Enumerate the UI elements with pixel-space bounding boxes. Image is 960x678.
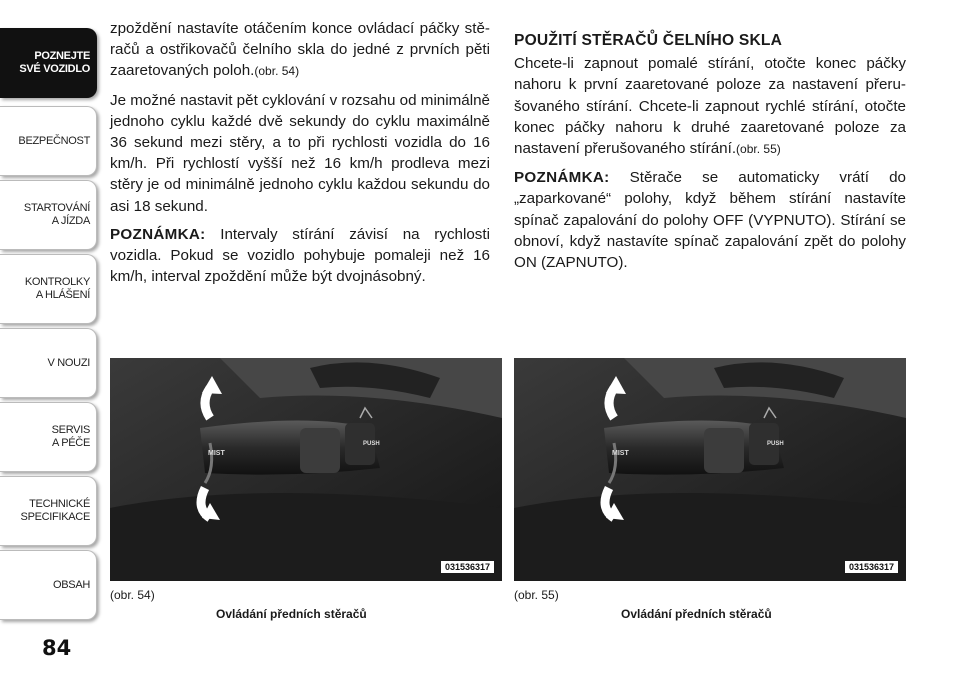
wiper-stalk-illustration: [110, 358, 502, 581]
figure-number: (obr. 55): [514, 588, 559, 602]
chapter-sidebar: [0, 0, 97, 678]
tab-technicke-specifikace[interactable]: TECHNICKÉ SPECIFIKACE: [0, 476, 97, 546]
push-label: PUSH: [363, 441, 380, 447]
wiper-stalk-illustration: [514, 358, 906, 581]
left-text-column: [110, 18, 490, 294]
figure-code: 031536317: [845, 561, 898, 573]
tab-obsah[interactable]: OBSAH: [0, 550, 97, 620]
note-paragraph: POZNÁMKA: Stěrače se automaticky vrátí do „zaparkované“ polohy, když během stírání nastavíte spínač zapalování do polohy OFF (VYPNUTO). Stírání se obnoví, když nastavíte spínač zapalování zpět do polohy ON (ZAPNUTO).: [514, 169, 906, 272]
figure-reference: (obr. 55): [736, 142, 781, 157]
push-label: PUSH: [767, 441, 784, 447]
mist-label: MIST: [612, 450, 629, 457]
tab-kontrolky-a-hlaseni[interactable]: KONTROLKY A HLÁŠENÍ: [0, 254, 97, 324]
figure-reference: (obr. 54): [254, 64, 300, 79]
wiper-control-photo: [110, 358, 502, 581]
figure-caption: Ovládání předních stěračů: [621, 607, 772, 621]
wiper-control-photo: [514, 358, 906, 581]
tab-v-nouzi[interactable]: V NOUZI: [0, 328, 97, 398]
paragraph: zpoždění nastavíte otáčením konce ovládací páčky stě-račů a ostřikovačů čelního skla do jedné z prvních pěti zaaretovaných poloh.(obr. 54): [110, 20, 490, 80]
tab-poznejte-sve-vozidlo[interactable]: POZNEJTE SVÉ VOZIDLO: [0, 28, 97, 98]
note-paragraph: POZNÁMKA: Intervaly stírání závisí na rychlosti vozidla. Pokud se vozidlo pohybuje pomaleji než 16 km/h, interval zpoždění může být dvojnásobný.: [110, 225, 490, 286]
section-heading: POUŽITÍ STĚRAČŮ ČELNÍHO SKLA: [514, 32, 783, 49]
page-number: 84: [42, 636, 72, 660]
right-text-column: [514, 18, 906, 280]
mist-label: MIST: [208, 450, 225, 457]
figure-code: 031536317: [441, 561, 494, 573]
tab-servis-a-pece[interactable]: SERVIS A PÉČE: [0, 402, 97, 472]
note-label: POZNÁMKA:: [514, 169, 610, 187]
note-label: POZNÁMKA:: [110, 225, 206, 243]
tab-bezpecnost[interactable]: BEZPEČNOST: [0, 106, 97, 176]
tab-startovani-a-jizda[interactable]: STARTOVÁNÍ A JÍZDA: [0, 180, 97, 250]
paragraph: Chcete-li zapnout pomalé stírání, otočte konec páčky nahoru k první zaaretované poloze za nastavení přeru-šovaného stírání. Chcete-li zapnout rychlé stírání, otočte konec páčky nahoru k druhé zaaretované poloze za nastavení přerušovaného stírání.(obr. 55): [514, 55, 906, 158]
figure-number: (obr. 54): [110, 588, 155, 602]
paragraph: Je možné nastavit pět cyklování v rozsahu od minimálně jednoho cyklu každé dvě sekundy do cyklu maximálně 36 sekund mezi stěry, a to při rychlosti vozidla do 16 km/h. Při rychlostí vyšší než 16 km/h prodleva mezi stěry je od minimálně jednoho cyklu každou sekundu do asi 18 sekund.: [110, 91, 490, 215]
figure-caption: Ovládání předních stěračů: [216, 607, 367, 621]
